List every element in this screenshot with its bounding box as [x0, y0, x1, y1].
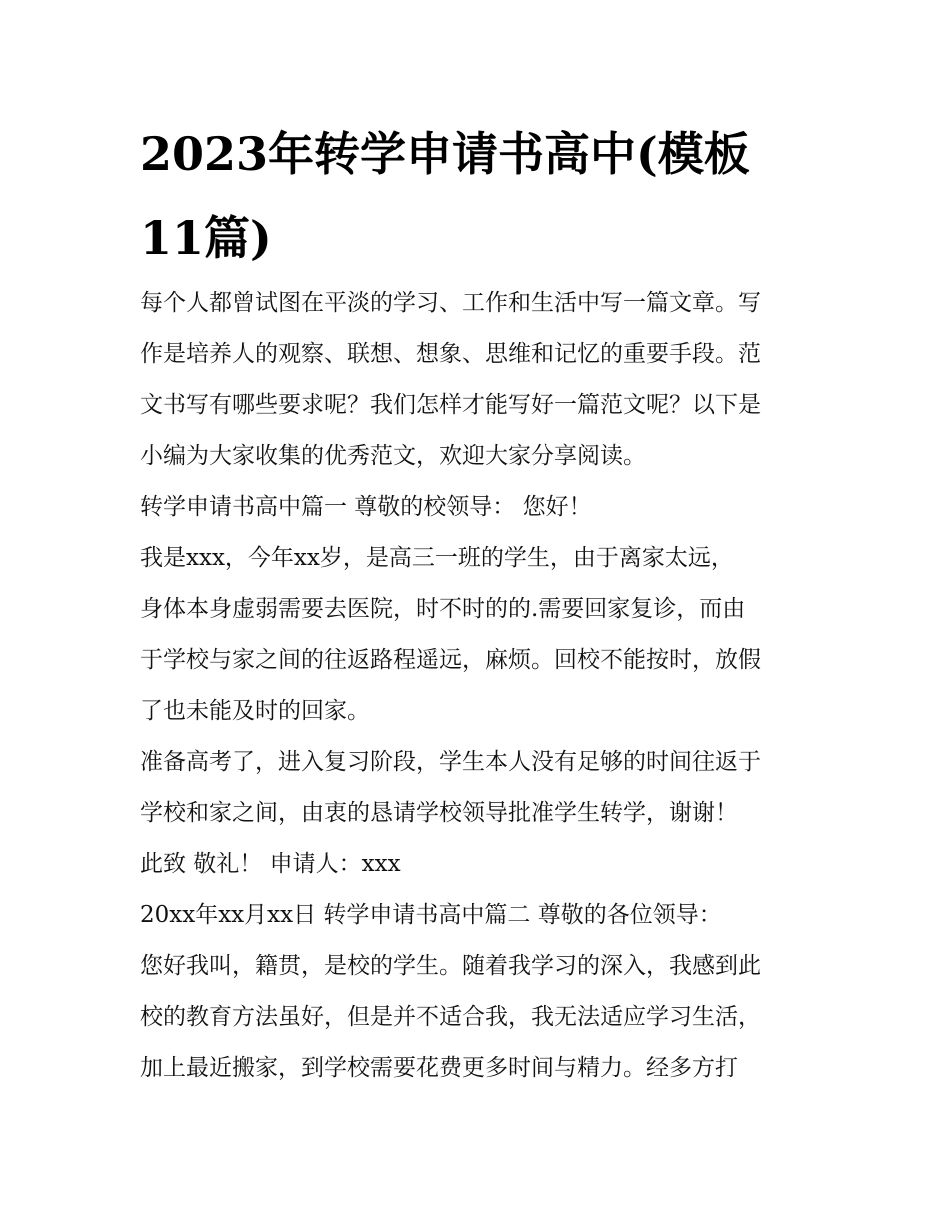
document-title: [140, 112, 820, 280]
body-line: 每个人都曾试图在平淡的学习、工作和生活中写一篇文章。写: [140, 290, 761, 316]
body-line: 于学校与家之间的往返路程遥远，麻烦。回校不能按时，放假: [140, 647, 761, 673]
body-line: 身体本身虚弱需要去医院，时不时的的.需要回家复诊，而由: [140, 596, 746, 622]
title-line-2: 11篇): [140, 211, 272, 265]
body-line: 校的教育方法虽好，但是并不适合我，我无法适应学习生活，: [140, 1004, 761, 1030]
body-line: 小编为大家收集的优秀范文，欢迎大家分享阅读。: [140, 443, 646, 469]
body-line: 转学申请书高中篇一 尊敬的校领导： 您好！: [140, 494, 592, 520]
body-line: 我是xxx，今年xx岁，是高三一班的学生，由于离家太远，: [140, 545, 734, 571]
body-line: 作是培养人的观察、联想、想象、思维和记忆的重要手段。范: [140, 341, 761, 367]
title-line-1: 2023年转学申请书高中(模板: [140, 127, 750, 181]
body-line: 学校和家之间，由衷的恳请学校领导批准学生转学，谢谢！: [140, 800, 738, 826]
body-line: 文书写有哪些要求呢？我们怎样才能写好一篇范文呢？以下是: [140, 392, 761, 418]
body-line: 准备高考了，进入复习阶段，学生本人没有足够的时间往返于: [140, 749, 761, 775]
body-line: 您好我叫，籍贯，是校的学生。随着我学习的深入，我感到此: [140, 953, 761, 979]
body-line: 加上最近搬家，到学校需要花费更多时间与精力。经多方打: [140, 1055, 738, 1081]
document-body: [140, 278, 830, 1094]
body-line: 了也未能及时的回家。: [140, 698, 370, 724]
body-line: 此致 敬礼！ 申请人：xxx: [140, 851, 401, 877]
body-line: 20xx年xx月xx日 转学申请书高中篇二 尊敬的各位领导：: [140, 902, 722, 928]
